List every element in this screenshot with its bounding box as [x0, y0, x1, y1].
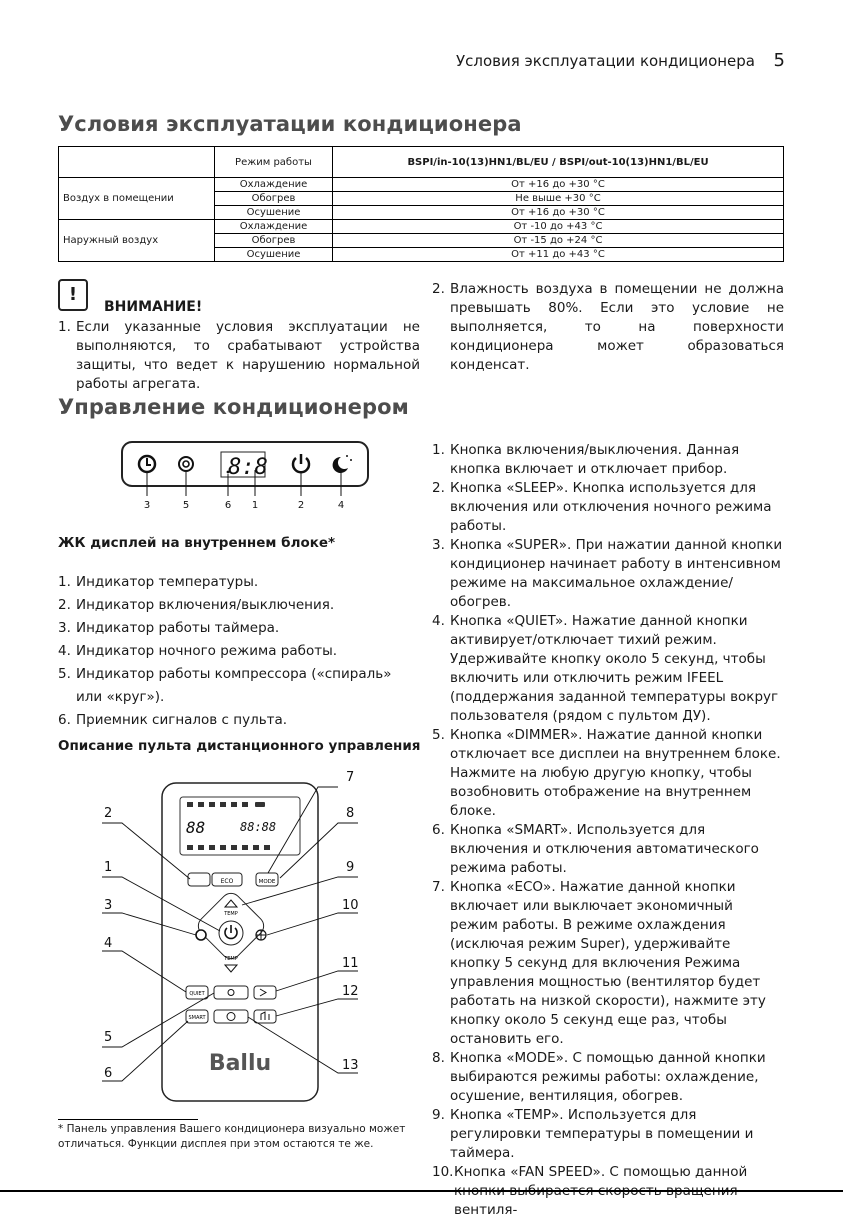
smart-button-label: SMART	[188, 1015, 206, 1021]
item-text: Кнопка включения/выключения. Данная кнопка включает и отключает прибор.	[450, 442, 740, 477]
item-text: Индикатор работы компрессора («спираль» или «круг»).	[76, 666, 392, 705]
table-cell-value: От -15 до +24 °C	[333, 234, 784, 248]
table-cell-value: От -10 до +43 °C	[333, 220, 784, 234]
footnote-divider	[58, 1119, 198, 1120]
group-label-outdoor: Наружный воздух	[59, 220, 215, 262]
footnote: * Панель управления Вашего кондиционера визуально может отличаться. Функции дисплея при этом остаются те же.	[58, 1123, 406, 1150]
quiet-button-label: QUIET	[189, 991, 205, 997]
item-text: Кнопка «MODE». С помощью данной кнопки выбираются режимы работы: охлаждение, осушение, вентиляция, обогрев.	[450, 1050, 766, 1104]
list-item	[432, 612, 784, 726]
item-number: 4.	[432, 613, 445, 629]
item-number: 6.	[432, 822, 445, 838]
callout-number: 8	[346, 806, 355, 821]
warning-list-left	[58, 318, 420, 394]
list-item	[432, 536, 784, 612]
list-item	[58, 709, 418, 732]
table-cell-mode: Охлаждение	[215, 220, 333, 234]
section-title-conditions: Условия эксплуатации кондиционера	[58, 112, 522, 136]
item-text: Индикатор ночного режима работы.	[76, 643, 338, 659]
list-item	[58, 318, 420, 394]
table-header-model: BSPI/in-10(13)HN1/BL/EU / BSPI/out-10(13)HN1/BL/EU	[333, 147, 784, 178]
panel-label: 6	[224, 500, 232, 511]
item-number: 5.	[58, 666, 71, 682]
indoor-panel-diagram	[120, 440, 372, 516]
mode-button-label: MODE	[258, 879, 276, 885]
item-number: 7.	[432, 879, 445, 895]
item-number: 3.	[432, 537, 445, 553]
warning-list-right	[432, 280, 784, 375]
sleep-button[interactable]	[188, 873, 210, 886]
swing-button[interactable]	[254, 986, 276, 999]
item-number: 2.	[432, 480, 445, 496]
list-item	[432, 479, 784, 536]
panel-label: 2	[297, 500, 305, 511]
list-item	[58, 617, 418, 640]
list-item	[432, 1106, 784, 1163]
remote-display-time: 88:88	[240, 820, 277, 834]
list-item	[432, 441, 784, 479]
item-number: 6.	[58, 712, 71, 728]
item-text: Кнопка «SUPER». При нажатии данной кнопки кондиционер начинает работу в интенсивном режиме на максимальное охлаждение/обогрев.	[450, 537, 783, 610]
table-cell-mode: Охлаждение	[215, 178, 333, 192]
lcd-list	[58, 571, 418, 732]
item-number: 1.	[58, 574, 71, 590]
remote-svg	[90, 765, 390, 1105]
table-header-empty	[59, 147, 215, 178]
list-item	[58, 571, 418, 594]
panel-label: 1	[251, 500, 259, 511]
item-number: 10.	[432, 1164, 454, 1180]
item-number: 1.	[58, 319, 71, 335]
item-number: 3.	[58, 620, 71, 636]
callout-number: 5	[104, 1030, 113, 1045]
temp-up-label: TEMP	[224, 911, 238, 917]
table-cell-mode: Осушение	[215, 206, 333, 220]
item-text: Кнопка «ECO». Нажатие данной кнопки включает или выключает экономичный режим работы. В режиме охлаждения (исключая режим Super), удерживайте кнопку 5 секунд для включения Режима управления мощностью (вентилятор будет работать на низкой скорости), нажмите эту кнопку около 5 секунд еще раз, чтобы остановить его.	[450, 879, 766, 1047]
indoor-panel-svg	[120, 440, 372, 516]
item-number: 2.	[58, 597, 71, 613]
lcd-subtitle: ЖК дисплей на внутреннем блоке*	[58, 535, 336, 551]
list-item	[58, 594, 418, 617]
remote-display-temp: 88	[186, 818, 206, 837]
super-spiral-icon[interactable]	[196, 930, 206, 940]
temp-down-label: TEMP	[224, 956, 238, 962]
remote-subtitle: Описание пульта дистанционного управления	[58, 738, 421, 754]
callout-number: 9	[346, 860, 355, 875]
table-cell-value: От +16 до +30 °C	[333, 206, 784, 220]
panel-label: 5	[182, 500, 190, 511]
list-item	[432, 821, 784, 878]
page-number: 5	[773, 50, 785, 71]
callout-number: 11	[342, 956, 359, 971]
item-text: Кнопка «SLEEP». Кнопка используется для включения или отключения ночного режима работы.	[450, 480, 772, 534]
buttons-list	[432, 441, 784, 1220]
remote-diagram	[90, 765, 390, 1105]
item-text: Кнопка «FAN SPEED». С помощью данной кнопки выбирается скорость вращения вентиля-	[454, 1164, 748, 1218]
warning-icon: !	[58, 279, 88, 311]
table-header-row	[59, 147, 784, 178]
callout-number: 13	[342, 1058, 359, 1073]
table-cell-value: От +11 до +43 °C	[333, 248, 784, 262]
section-title-control: Управление кондиционером	[58, 395, 409, 419]
callout-number: 6	[104, 1066, 113, 1081]
eco-button-label: ECO	[220, 878, 234, 885]
timer-button[interactable]	[214, 1010, 248, 1023]
callout-number: 7	[346, 770, 355, 785]
dimmer-button[interactable]	[214, 986, 248, 999]
panel-label: 4	[337, 500, 345, 511]
item-number: 9.	[432, 1107, 445, 1123]
item-number: 2.	[432, 281, 445, 297]
item-number: 5.	[432, 727, 445, 743]
table-cell-mode: Обогрев	[215, 192, 333, 206]
group-label-indoor: Воздух в помещении	[59, 178, 215, 220]
item-number: 1.	[432, 442, 445, 458]
brand-logo: Ballu	[208, 1051, 272, 1076]
item-text: Приемник сигналов с пульта.	[76, 712, 288, 728]
item-text: Индикатор работы таймера.	[76, 620, 280, 636]
list-item	[432, 1049, 784, 1106]
table-header-mode: Режим работы	[215, 147, 333, 178]
list-item	[432, 280, 784, 375]
warning-title: ВНИМАНИЕ!	[104, 299, 203, 315]
item-text: Кнопка «DIMMER». Нажатие данной кнопки отключает все дисплеи на внутреннем блоке. Нажмите на любую другую кнопку, чтобы возобновить отображение на внутреннем блоке.	[450, 727, 781, 819]
fan-speed-icon[interactable]	[256, 930, 266, 940]
conditions-table	[58, 146, 784, 262]
item-number: 4.	[58, 643, 71, 659]
item-text: Кнопка «QUIET». Нажатие данной кнопки активирует/отключает тихий режим. Удерживайте кнопку около 5 секунд, чтобы включить или отключить режим IFEEL (поддержания заданной температуры вокруг пользователя (рядом с пультом ДУ).	[450, 613, 779, 724]
item-text: Кнопка «TEMP». Используется для регулировки температуры в помещении и таймера.	[450, 1107, 754, 1161]
table-cell-value: Не выше +30 °C	[333, 192, 784, 206]
panel-label: 3	[143, 500, 151, 511]
panel-display-digits: 8:8	[228, 455, 268, 480]
table-cell-value: От +16 до +30 °C	[333, 178, 784, 192]
list-item	[58, 640, 418, 663]
item-text: Индикатор включения/выключения.	[76, 597, 335, 613]
callout-number: 4	[104, 936, 113, 951]
item-text: Индикатор температуры.	[76, 574, 259, 590]
table-row	[59, 178, 784, 192]
running-header: Условия эксплуатации кондиционера	[456, 52, 755, 70]
list-item	[432, 726, 784, 821]
table-cell-mode: Осушение	[215, 248, 333, 262]
table-cell-mode: Обогрев	[215, 234, 333, 248]
list-item	[58, 663, 418, 709]
callout-number: 2	[104, 806, 113, 821]
table-row	[59, 220, 784, 234]
callout-number: 10	[342, 898, 359, 913]
item-text: Если указанные условия эксплуатации не выполняются, то срабатывают устройства защиты, что ведет к нарушению нормальной работы агрегата.	[76, 319, 420, 392]
item-text: Влажность воздуха в помещении не должна превышать 80%. Если это условие не выполняется, то на поверхности кондиционера может образоваться конденсат.	[450, 281, 784, 373]
callout-number: 12	[342, 984, 359, 999]
callout-number: 3	[104, 898, 113, 913]
item-number: 8.	[432, 1050, 445, 1066]
item-text: Кнопка «SMART». Используется для включения и отключения автоматического режима работы.	[450, 822, 759, 876]
callout-number: 1	[104, 860, 113, 875]
list-item	[432, 878, 784, 1049]
